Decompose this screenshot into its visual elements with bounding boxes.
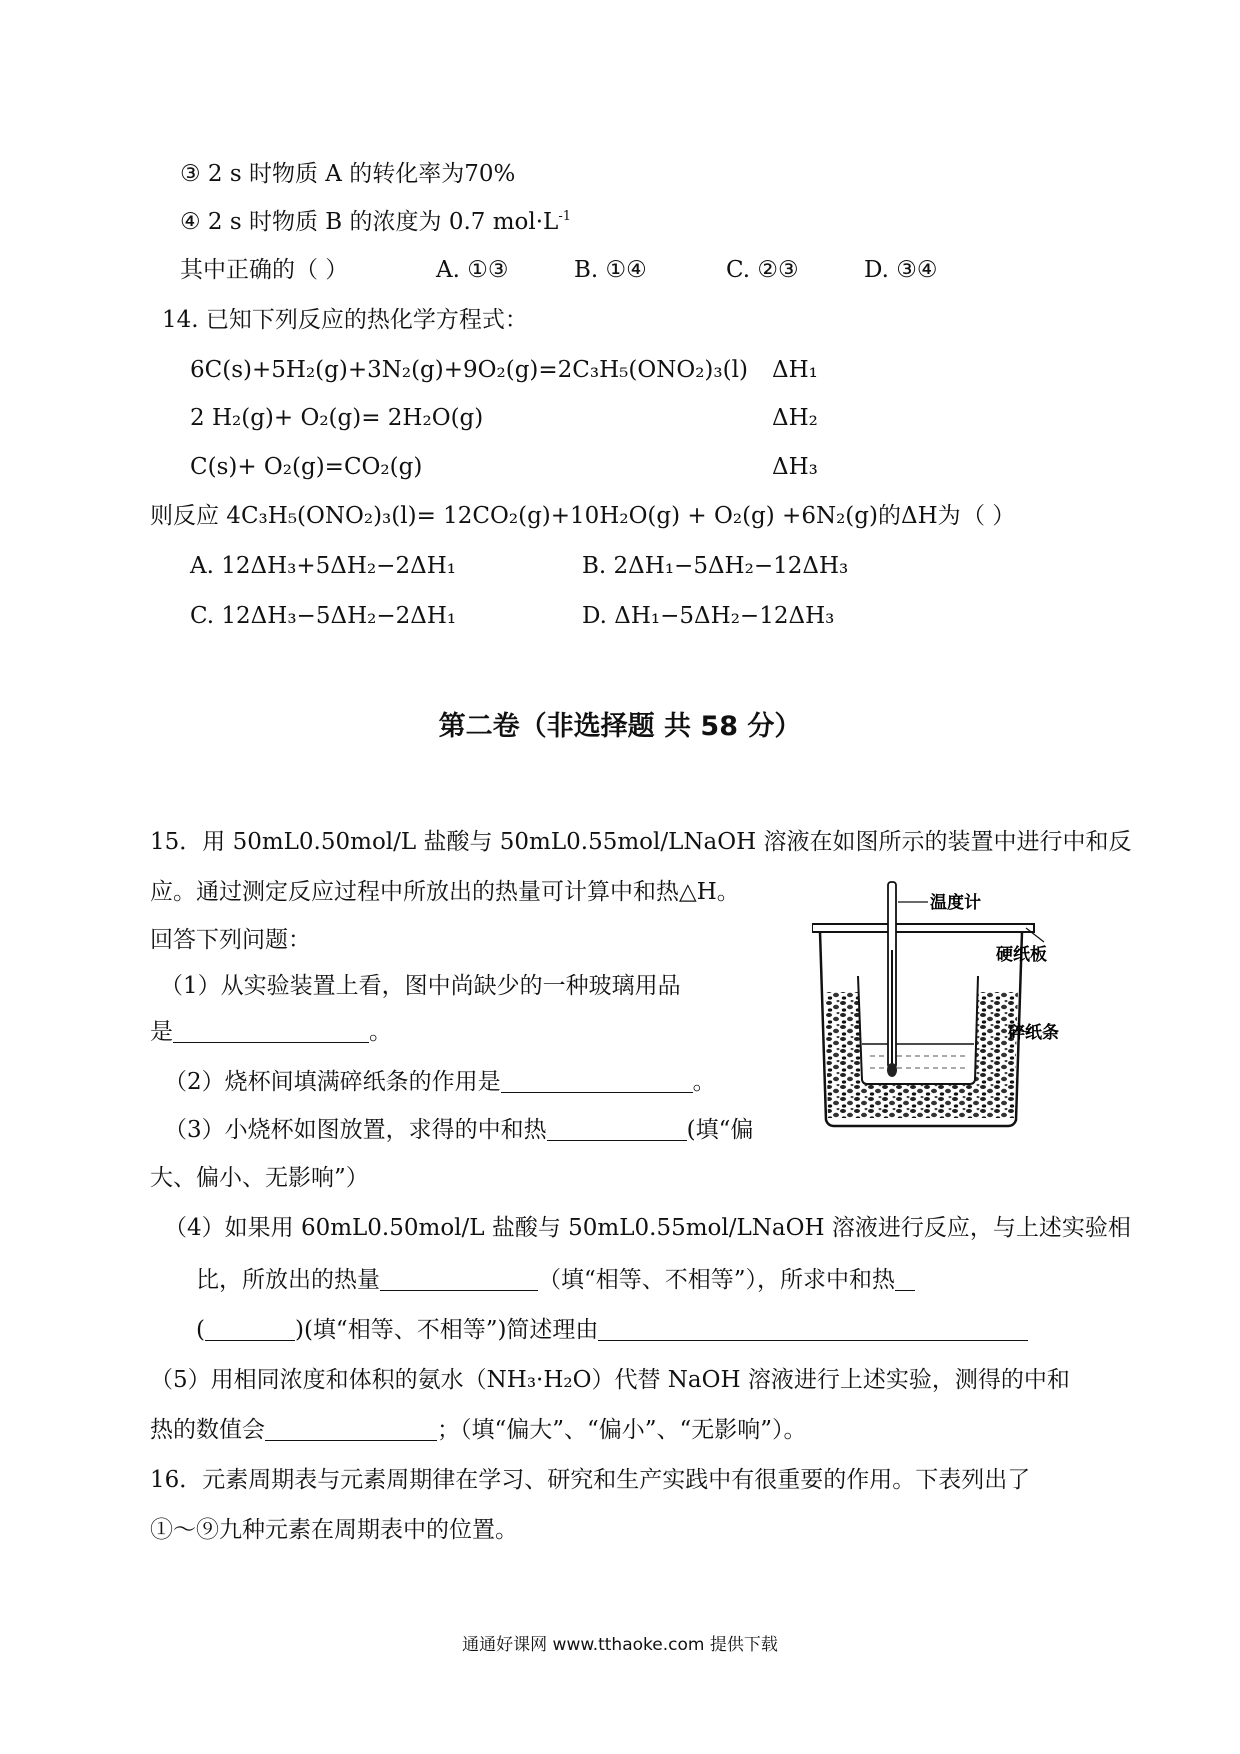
q15-part-4-line-1: （4）如果用 60mL0.50mol/L 盐酸与 50mL0.55mol/LNaOH 溶液进行反应，与上述实验相 — [164, 1215, 1131, 1241]
q14-answer-paren: （ ） — [962, 503, 1016, 529]
q14-enthalpy-2: ΔH₂ — [772, 405, 818, 431]
page-footer: 通通好课网 www.tthaoke.com 提供下载 — [462, 1635, 778, 1655]
q14-option-b: B. 2ΔH₁−5ΔH₂−12ΔH₃ — [582, 553, 849, 579]
q15-answer-blank-3[interactable] — [547, 1116, 687, 1141]
q15-part-5-line-1: （5）用相同浓度和体积的氨水（NH₃·H₂O）代替 NaOH 溶液进行上述实验，测得的中和 — [150, 1367, 1070, 1393]
q15-part-2-text: （2）烧杯间填满碎纸条的作用是 — [164, 1069, 501, 1095]
q15-part-4-text: 比，所放出的热量 — [196, 1267, 380, 1293]
q15-part-3-text: （3）小烧杯如图放置，求得的中和热 — [164, 1117, 547, 1143]
q15-part-5-hint: ；（填“偏大”、“偏小”、“无影响”）。 — [437, 1417, 807, 1443]
q15-answer-blank-8[interactable] — [265, 1416, 437, 1441]
q16-line-1: 16．元素周期表与元素周期律在学习、研究和生产实践中有很重要的作用。下表列出了 — [150, 1467, 1031, 1493]
section-title: 第二卷（非选择题 共 58 分） — [438, 711, 802, 742]
q15-part-1-end: 。 — [369, 1019, 392, 1045]
q14-option-c: C. 12ΔH₃−5ΔH₂−2ΔH₁ — [190, 603, 457, 629]
calorimeter-figure — [812, 880, 1068, 1130]
q14-option-a: A. 12ΔH₃+5ΔH₂−2ΔH₁ — [190, 553, 456, 579]
q15-part-4-line-2 — [196, 1264, 915, 1296]
q14-question: 则反应 4C₃H₅(ONO₂)₃(l)= 12CO₂(g)+10H₂O(g) + O₂(g) +6N₂(g)的ΔH为 — [150, 503, 961, 529]
q15-part-1-text: （1）从实验装置上看，图中尚缺少的一种玻璃用品 — [160, 973, 681, 999]
q15-part-1-line-2 — [150, 1016, 392, 1048]
q15-answer-blank-1[interactable] — [173, 1018, 369, 1043]
q15-line-1: 15．用 50mL0.50mol/L 盐酸与 50mL0.55mol/LNaOH 溶液在如图所示的装置中进行中和反 — [150, 829, 1132, 855]
q13-statement-3: ③ 2 s 时物质 A 的转化率为70% — [180, 161, 516, 187]
q15-part-2-end: 。 — [692, 1069, 716, 1095]
q15-answer-blank-2[interactable] — [501, 1068, 693, 1093]
thermometer-label: 温度计 — [930, 893, 981, 913]
q15-part-5-text: 热的数值会 — [150, 1417, 265, 1443]
q15-part-5-line-2 — [150, 1414, 807, 1446]
q15-part-4-reason: )(填“相等、不相等”)简述理由 — [294, 1317, 599, 1343]
q14-equation-2: 2 H₂(g)+ O₂(g)= 2H₂O(g) — [190, 405, 484, 431]
q14-equation-3: C(s)+ O₂(g)=CO₂(g) — [190, 454, 423, 480]
q15-answer-blank-6[interactable] — [205, 1316, 295, 1341]
q13-option-a: A. ①③ — [436, 257, 509, 283]
q15-part-4-open: ( — [196, 1317, 205, 1343]
q15-part-2 — [164, 1066, 716, 1098]
q15-part-4-middle: （填“相等、不相等”），所求中和热 — [538, 1267, 896, 1293]
q15-part-3-line-2: 大、偏小、无影响”） — [150, 1165, 369, 1191]
q13-unit-exponent: -1 — [558, 209, 571, 224]
q14-enthalpy-1: ΔH₁ — [772, 357, 818, 383]
q13-option-d: D. ③④ — [864, 257, 938, 283]
q13-option-b: B. ①④ — [574, 257, 647, 283]
calorimeter-drawing — [812, 880, 1068, 1130]
q15-line-2: 应。通过测定反应过程中所放出的热量可计算中和热△H。 — [150, 879, 740, 905]
q15-part-4-line-3 — [196, 1314, 1028, 1346]
paper-scraps-label: 碎纸条 — [1008, 1023, 1059, 1043]
q15-part-3-hint: (填“偏 — [686, 1117, 754, 1143]
q15-part-3 — [164, 1114, 753, 1146]
q14-stem: 14. 已知下列反应的热化学方程式： — [162, 307, 528, 333]
q13-answer-prompt: 其中正确的（ ） — [180, 257, 349, 283]
q15-answer-blank-7[interactable] — [598, 1316, 1028, 1341]
q13-option-c: C. ②③ — [726, 257, 799, 283]
q15-answer-blank-5[interactable] — [895, 1266, 915, 1291]
q15-line-3: 回答下列问题： — [150, 927, 311, 953]
cardboard-label: 硬纸板 — [996, 945, 1047, 965]
q14-equation-1: 6C(s)+5H₂(g)+3N₂(g)+9O₂(g)=2C₃H₅(ONO₂)₃(l) — [190, 357, 748, 383]
q14-option-d: D. ΔH₁−5ΔH₂−12ΔH₃ — [582, 603, 835, 629]
q13-statement-4 — [180, 206, 571, 238]
q15-answer-blank-4[interactable] — [380, 1266, 538, 1291]
q14-enthalpy-3: ΔH₃ — [772, 454, 818, 480]
q13-statement-4-text: ④ 2 s 时物质 B 的浓度为 0.7 mol·L — [180, 209, 559, 235]
q15-part-1-lead: 是 — [150, 1019, 173, 1045]
q16-line-2: ①～⑨九种元素在周期表中的位置。 — [150, 1517, 518, 1543]
